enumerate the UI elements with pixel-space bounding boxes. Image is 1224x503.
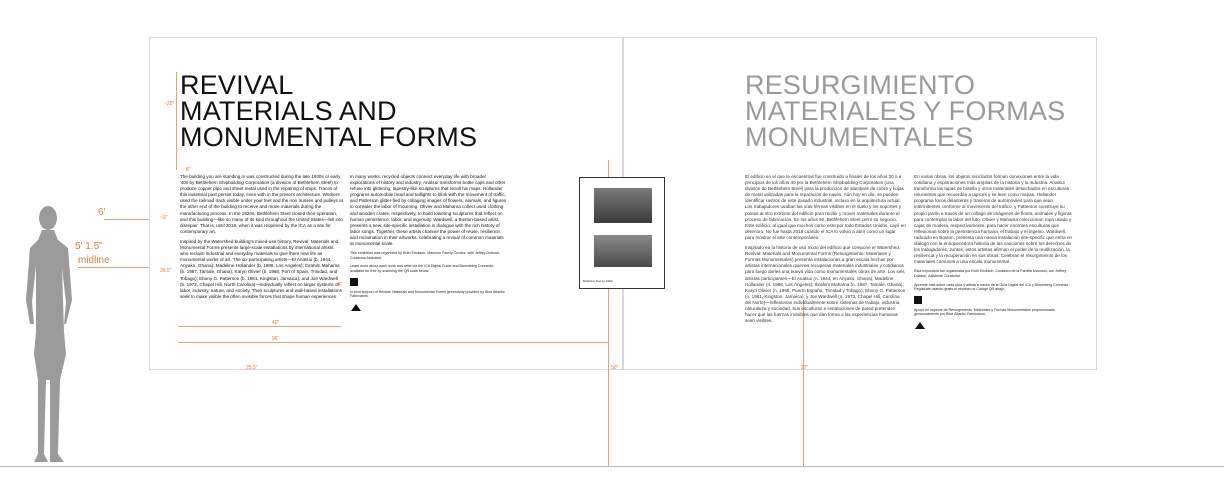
credit-en-1: This exhibition was organized by Ruth Erickson, Mannion Family Curator, with Jeffrey Dobson, Curatorial Assistant. bbox=[350, 251, 500, 260]
photo-caption: Bethlehem Steel ca. 1940s bbox=[583, 280, 613, 283]
dim-bottom-25: 25.5" bbox=[246, 365, 258, 371]
body-es-col2 bbox=[914, 174, 1074, 331]
body-es-col2-p1: En varias obras, los objetos reciclados forman conexiones entre la vida cotidiana y exploraciones más amplias de la historia y la industria. Anatsui transforma las tapas de botella y otros materiales desechados en esculturas relucientes que recuerdan a tapices y se leen como mapas. Hollander programa focos delanteros y traseros de automóviles para que sean intermitentes conforme al movimiento del tráfico, y Patterson construye su propio jardín a través de un collage de imágenes de flores, animales y figuras para contemplar la labor del luto. Olivier y Mahama coleccionan ropa usada y cajas de madera, respectivamente, para hacer enormes esculturas que reflexionan sobre la persistencia humana, el trabajo y el ingenio. Wardwell, radicado en Boston, presenta una nueva instalación site-specific que entra en diálogo con la enriquecedora historia de las canciones sobre los derechos de los trabajadores. Juntos, estos artistas afirman el poder de la reutilización, la resiliencia y la recuperación en sus obras. Celebran el resurgimiento de los materiales comunes a una escala monumental. bbox=[914, 174, 1073, 265]
dim-40-line bbox=[178, 326, 341, 327]
dim-bottom-37: 37" bbox=[801, 365, 809, 371]
body-en-col2 bbox=[350, 174, 508, 313]
dim-col-top: 8" bbox=[186, 167, 191, 173]
credit-es-2: Aprende más sobre cada obra y artista a través de la Guía Digital del ICA y Bloomberg Connects. Regístrate usando gratis el escaneo el Código QR abajo. bbox=[914, 282, 1070, 292]
credit-es-3: Apoyo en especie de Resurgimiento: Materiales y Formas Monumentales proporcionado generosamente por Blue Atlantic Fabricators. bbox=[914, 307, 1055, 317]
dim-title-top: ~25" bbox=[164, 101, 175, 107]
height-5ft-label: 5' 1.5" bbox=[75, 241, 103, 252]
archival-photo-1 bbox=[594, 188, 652, 223]
dim-tick-b: 39.5" bbox=[160, 268, 172, 274]
height-6ft-line bbox=[104, 219, 150, 220]
title-es-line1: RESURGIMIENTO bbox=[745, 70, 976, 100]
title-es-line2: MATERIALES Y FORMAS bbox=[745, 96, 1066, 126]
blue-atlantic-logo-icon bbox=[350, 303, 362, 313]
credit-en-3: In kind support of Revival: Materials and Monumental Forms generously provided by Blue Atlantic Fabricators. bbox=[350, 289, 505, 299]
title-en-line3: MONUMENTAL FORMS bbox=[180, 122, 478, 152]
title-es-line3: MONUMENTALES bbox=[745, 122, 974, 152]
midline-line bbox=[78, 267, 150, 268]
dim-bottom-50: 50" bbox=[611, 365, 619, 371]
dim-40-label: 40" bbox=[272, 320, 280, 326]
qr-code-icon-es bbox=[914, 296, 922, 304]
body-en-col1 bbox=[180, 174, 343, 304]
title-en-line1: REVIVAL bbox=[180, 70, 294, 100]
body-en-col2-p1: In many works, recycled objects connect everyday life with broader explorations of history and industry. Anatsui transforms bottle caps and other refuse into glittering, tapestry-like sculptures that recall his maps. Hollander programs automobile head and taillights to blink with the movement of traffic, and Patterson glitter-fied by collaging images of flowers, animals, and figures to consider the labor of mourning. Olivier and Mahama collect used clothing and wooden crates, respectively, to build towering sculptures that reflect on human persistence, labor, and ingenuity. Wardwell, a Boston-based artist, presents a new, site-specific installation in dialogue with the rich history of labor songs. Together, these artists channel the power of reuse, resilience, and reclamation in their artworks, celebrating a revival of common materials at monumental scale. bbox=[350, 174, 507, 247]
body-es-col1 bbox=[745, 174, 906, 328]
dim-tick-a: ~9" bbox=[160, 215, 168, 221]
body-en-col1-p2: Inspired by the Watershed building's mixed-use history, Revival: Materials and Monumental Forms presents large-scale installations by international artists who reclaim industrial and everyday materials to give them new life as monumental works of art. The six participating artists—El Anatsui (b. 1944, Anyako, Ghana); Madeline Hollander (b. 1986, Los Angeles); Ibrahim Mahama (b. 1987, Tamale, Ghana); Karyn Olivier (b. 1968, Port of Spain, Trinidad, and Tobago); Ebony G. Patterson (b. 1981, Kingston, Jamaica); and Joe Wardwell (b. 1972, Chapel Hill, North Carolina)—individually reflect on larger systems of labor, industry, nature, and society. Their sculptures and wall-based installations seek to make visible the often invisible forces that shape human experiences. bbox=[180, 238, 342, 299]
body-es-col1-p2: Inspirado en la historia de uso mixto del edificio que compone el Watershed, Revival: Materials and Monumental Forms (Resurgimiento: Materiales y Formas Monumentales) presenta instalaciones a gran escala hechas por artistas internacionales quienes recuperan materiales industriales y cotidianos para luego darles una nueva vida como monumentales obras de arte. Los seis artistas participantes—El Anatsui (n. 1944, en Anyako, Ghana); Madeline Hollander (n. 1986, Los Ángeles); Ibrahim Mahama (n. 1987, Tamale, Ghana); Karyn Olivier (n. 1968, Puerto España, Trinidad y Tobago); Ebony G. Patterson (n. 1981, Kingston, Jamaica); y Joe Wardwell (n. 1972, Chapel Hill, Carolina del Norte)—reflexionan individualmente sobre sistemas de trabajo, industria, naturaleza y sociedad. Sus esculturas e instalaciones de pared pretenden hacer que las fuerzas invisibles que dan forma a las experiencias humanas sean visibles. bbox=[745, 245, 906, 324]
midline-label: midline bbox=[78, 255, 110, 266]
credit-es-1: Esta exposición fue organizada por Ruth Erickson, Curadora de la Familia Mannion, con Jeffrey Dobson, Asistente Curatorial. bbox=[914, 269, 1067, 278]
dim-96-line bbox=[178, 342, 608, 343]
body-es-col1-p1: El edificio en el que te encuentras fue construido a finales de los años 30 o a principios de los años 40 por la Bethlehem Shipbuilding Corporation (una división de Bethlehem Steel) para la producción de alambres de cobre y hojas de metal utilizadas para la reparación de naves. Aún hoy en día, se pueden identificar rastros de este pasado industrial, incluso en la arquitectura actual. Los trabajadores usaban las vías férreas visibles en el suelo y los soportes y poleas al otro extremo del edificio para recibir y mover materiales durante el proceso de fabricación. En los años 90, Bethlehem Steel cerró su negocio. Este edificio, al igual que muchos como este por todo Estados Unidos, cayó en deterioro. No fue hasta 2018 cuando el ICA lo volvió a abrir como un lugar para mostrar el arte contemporáneo. bbox=[745, 174, 906, 240]
archival-photo-2 bbox=[594, 235, 652, 267]
qr-code-icon bbox=[350, 278, 358, 286]
credit-en-2: Learn more about each work and artist via the ICA Digital Guide and Bloomberg Connects, available for free by scanning the QR code below. bbox=[350, 264, 495, 273]
dim-96-label: 96" bbox=[272, 336, 280, 342]
body-en-col1-p1: The building you are standing in was constructed during the late 1930s or early '40s by Bethlehem Shipbuilding Corporation (a division of Bethlehem Steel) to produce copper pipe and sheet metal used in the repairing of ships. Traces of this industrial past persist today, even with in the present architecture. Workers used the railroad track visible under your feet and the iron trusses and pulleys at the other end of the building to receive and move materials during the manufacturing process. In the 1920s, Bethlehem Steel closed their operation, and this building—like so many of its kind throughout the United States—fell into disrepair. That is, until 2018, when it was reopened by the ICA as a site for contemporary art. bbox=[180, 174, 343, 234]
height-6ft-label: 6' bbox=[98, 207, 106, 218]
dim-line-left bbox=[176, 72, 177, 170]
photo-panel bbox=[579, 177, 665, 289]
blue-atlantic-logo-icon-es bbox=[914, 321, 926, 331]
floor-line bbox=[0, 466, 1224, 467]
title-en-line2: MATERIALS AND bbox=[180, 96, 397, 126]
dim-tick-mid: 4" bbox=[338, 282, 343, 288]
